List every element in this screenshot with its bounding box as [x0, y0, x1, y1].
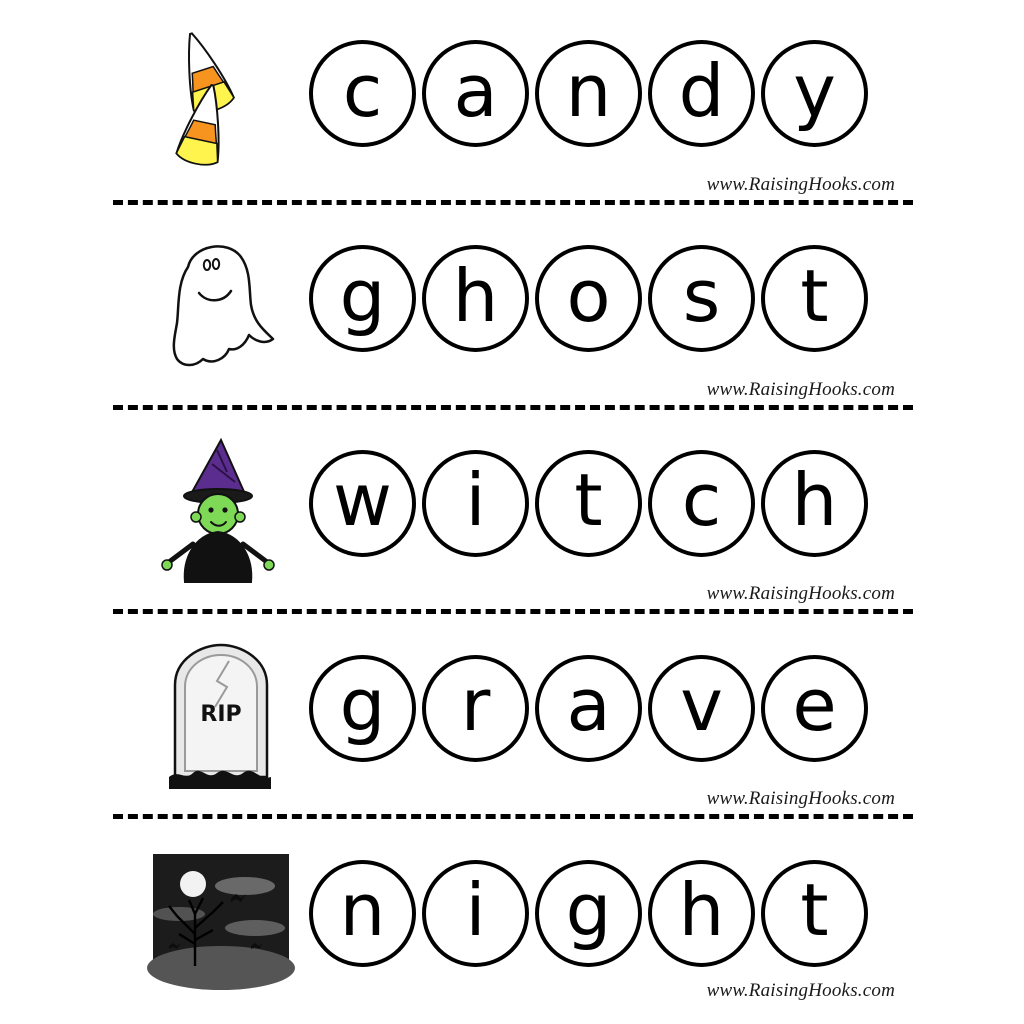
night-scene-illustration	[133, 842, 308, 1002]
letter-bubbles-ghost	[309, 245, 868, 352]
letter-bubbles-grave	[309, 655, 868, 762]
letter-bubble[interactable]	[535, 450, 642, 557]
letter: e	[792, 663, 837, 748]
letter: a	[453, 48, 498, 133]
letter-bubble[interactable]	[422, 40, 529, 147]
letter-bubble[interactable]	[761, 40, 868, 147]
letter-bubble[interactable]	[422, 450, 529, 557]
letter-bubbles-night	[309, 860, 868, 967]
letter: h	[452, 253, 499, 338]
letter-bubble[interactable]	[309, 860, 416, 967]
svg-text:RIP: RIP	[200, 701, 242, 727]
watermark: www.RaisingHooks.com	[706, 583, 895, 605]
letter-bubble[interactable]	[761, 860, 868, 967]
letter-bubble[interactable]	[422, 245, 529, 352]
letter: t	[574, 458, 603, 543]
word-strip-grave	[113, 614, 913, 819]
letter: h	[678, 868, 725, 953]
letter: y	[793, 48, 836, 133]
letter-bubble[interactable]	[422, 860, 529, 967]
letter: i	[465, 868, 486, 953]
letter-bubble[interactable]	[648, 860, 755, 967]
letter-bubble[interactable]	[648, 245, 755, 352]
letter-bubble[interactable]	[761, 245, 868, 352]
word-strip-night	[113, 819, 913, 1024]
letter: n	[339, 868, 386, 953]
letter: d	[678, 48, 725, 133]
letter-bubble[interactable]	[648, 655, 755, 762]
letter-bubble[interactable]	[761, 450, 868, 557]
letter: g	[565, 868, 612, 953]
letter: g	[339, 663, 386, 748]
letter-bubble[interactable]	[309, 245, 416, 352]
letter-bubble[interactable]	[422, 655, 529, 762]
letter-bubble[interactable]	[535, 40, 642, 147]
letter: c	[342, 48, 383, 133]
letter-bubble[interactable]	[309, 655, 416, 762]
gravestone-illustration	[133, 637, 308, 797]
letter-bubble[interactable]	[648, 40, 755, 147]
word-strip-ghost	[113, 205, 913, 410]
letter: n	[565, 48, 612, 133]
letter-bubble[interactable]	[535, 655, 642, 762]
letter: s	[682, 253, 721, 338]
letter-bubbles-witch	[309, 450, 868, 557]
letter: o	[566, 253, 611, 338]
ghost-illustration	[133, 227, 308, 387]
watermark: www.RaisingHooks.com	[706, 173, 895, 195]
letter: r	[460, 663, 491, 748]
letter-bubble[interactable]	[309, 450, 416, 557]
letter-bubble[interactable]	[309, 40, 416, 147]
letter-bubble[interactable]	[535, 860, 642, 967]
letter: a	[566, 663, 611, 748]
letter: g	[339, 253, 386, 338]
letter-bubble[interactable]	[535, 245, 642, 352]
letter: w	[333, 458, 392, 543]
witch-illustration	[133, 432, 308, 592]
letter: t	[800, 253, 829, 338]
letter: v	[680, 663, 723, 748]
watermark: www.RaisingHooks.com	[706, 378, 895, 400]
candy-corn-illustration	[133, 22, 308, 182]
watermark: www.RaisingHooks.com	[706, 979, 895, 1001]
letter: t	[800, 868, 829, 953]
worksheet-page	[113, 0, 913, 1024]
letter: i	[465, 458, 486, 543]
letter: c	[681, 458, 722, 543]
word-strip-witch	[113, 410, 913, 615]
letter: h	[791, 458, 838, 543]
letter-bubble[interactable]	[648, 450, 755, 557]
letter-bubble[interactable]	[761, 655, 868, 762]
letter-bubbles-candy	[309, 40, 868, 147]
watermark: www.RaisingHooks.com	[706, 788, 895, 810]
word-strip-candy	[113, 0, 913, 205]
